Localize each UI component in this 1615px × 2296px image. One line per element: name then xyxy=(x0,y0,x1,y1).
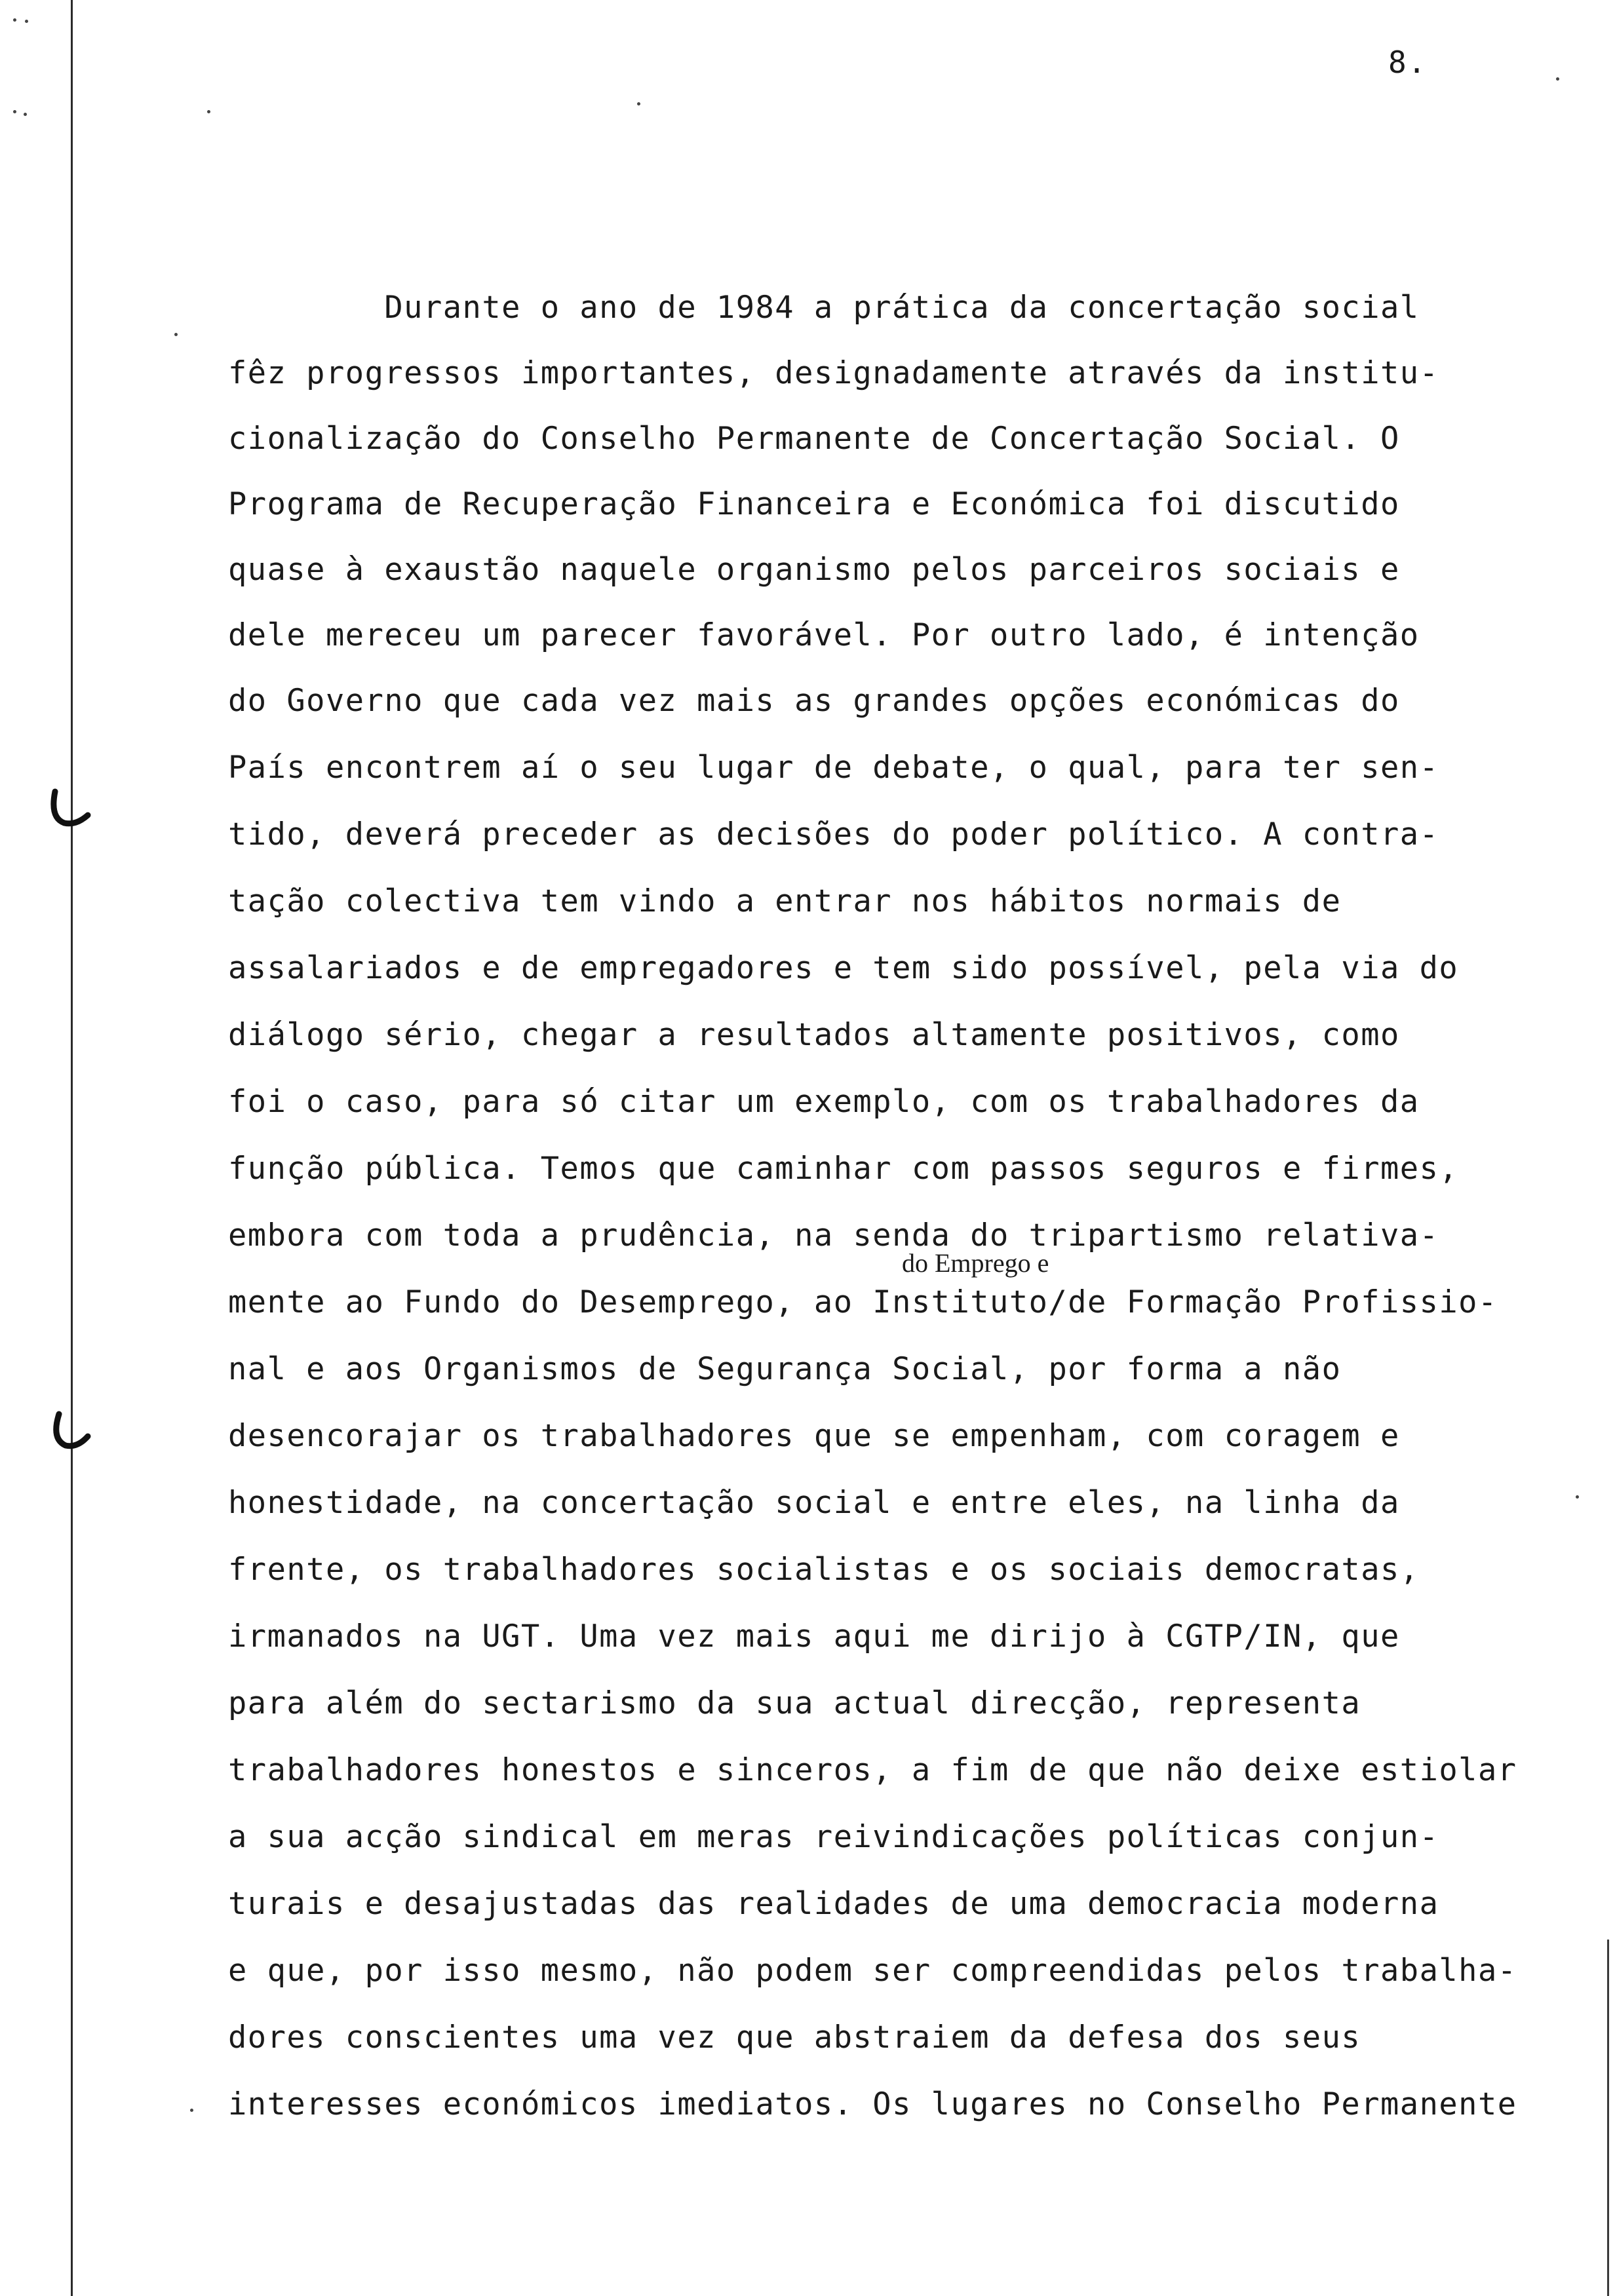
text-line: diálogo sério, chegar a resultados altamente positivos, como xyxy=(228,1017,1400,1053)
text-line: e que, por isso mesmo, não podem ser compreendidas pelos trabalha- xyxy=(228,1953,1517,1989)
text-line: função pública. Temos que caminhar com passos seguros e firmes, xyxy=(228,1151,1459,1187)
binder-hole-icon xyxy=(46,1409,92,1455)
scan-speck xyxy=(13,18,16,22)
scan-speck xyxy=(25,20,28,23)
text-line: honestidade, na concertação social e entre eles, na linha da xyxy=(228,1485,1400,1521)
text-line: tação colectiva tem vindo a entrar nos hábitos normais de xyxy=(228,883,1342,919)
text-line: trabalhadores honestos e sinceros, a fim de que não deixe estiolar xyxy=(228,1752,1517,1788)
page-number: 8. xyxy=(1388,45,1428,80)
text-line: frente, os trabalhadores socialistas e os sociais democratas, xyxy=(228,1552,1420,1588)
text-line: nal e aos Organismos de Segurança Social, por forma a não xyxy=(228,1351,1342,1387)
scan-speck xyxy=(174,333,178,336)
handwritten-insertion: do Emprego e xyxy=(902,1248,1049,1278)
scan-speck xyxy=(637,102,640,105)
text-line: Programa de Recuperação Financeira e Económica foi discutido xyxy=(228,486,1400,522)
text-line: mente ao Fundo do Desemprego, ao Instituto/de Formação Profissio- xyxy=(228,1284,1498,1320)
text-line: dores conscientes uma vez que abstraiem da defesa dos seus xyxy=(228,2019,1361,2056)
text-line: quase à exaustão naquele organismo pelos parceiros sociais e xyxy=(228,552,1400,588)
scan-speck xyxy=(24,113,27,116)
text-line: dele mereceu um parecer favorável. Por outro lado, é intenção xyxy=(228,617,1420,653)
text-line: interesses económicos imediatos. Os lugares no Conselho Permanente xyxy=(228,2086,1517,2122)
text-line: turais e desajustadas das realidades de uma democracia moderna xyxy=(228,1886,1439,1922)
scan-speck xyxy=(1576,1495,1579,1499)
scan-speck xyxy=(1556,77,1559,81)
text-line: embora com toda a prudência, na senda do tripartismo relativa- xyxy=(228,1217,1439,1253)
text-line: cionalização do Conselho Permanente de Concertação Social. O xyxy=(228,421,1400,457)
text-line: irmanados na UGT. Uma vez mais aqui me dirijo à CGTP/IN, que xyxy=(228,1618,1400,1655)
text-line: País encontrem aí o seu lugar de debate, o qual, para ter sen- xyxy=(228,750,1439,786)
left-margin-line xyxy=(71,0,73,2296)
text-line: para além do sectarismo da sua actual direcção, representa xyxy=(228,1685,1361,1721)
text-line: tido, deverá preceder as decisões do poder político. A contra- xyxy=(228,816,1439,852)
right-margin-line xyxy=(1607,1940,1609,2296)
text-line: a sua acção sindical em meras reivindicações políticas conjun- xyxy=(228,1819,1439,1855)
scan-speck xyxy=(207,110,210,113)
scan-speck xyxy=(190,2109,193,2112)
binder-hole-icon xyxy=(46,786,92,832)
text-line: desencorajar os trabalhadores que se empenham, com coragem e xyxy=(228,1418,1400,1454)
text-line: assalariados e de empregadores e tem sido possível, pela via do xyxy=(228,950,1459,986)
scan-speck xyxy=(13,110,16,113)
text-line: do Governo que cada vez mais as grandes opções económicas do xyxy=(228,683,1400,719)
text-line: Durante o ano de 1984 a prática da concertação social xyxy=(228,290,1420,326)
text-line: fêz progressos importantes, designadamente através da institu- xyxy=(228,355,1439,391)
text-line: foi o caso, para só citar um exemplo, com os trabalhadores da xyxy=(228,1084,1420,1120)
